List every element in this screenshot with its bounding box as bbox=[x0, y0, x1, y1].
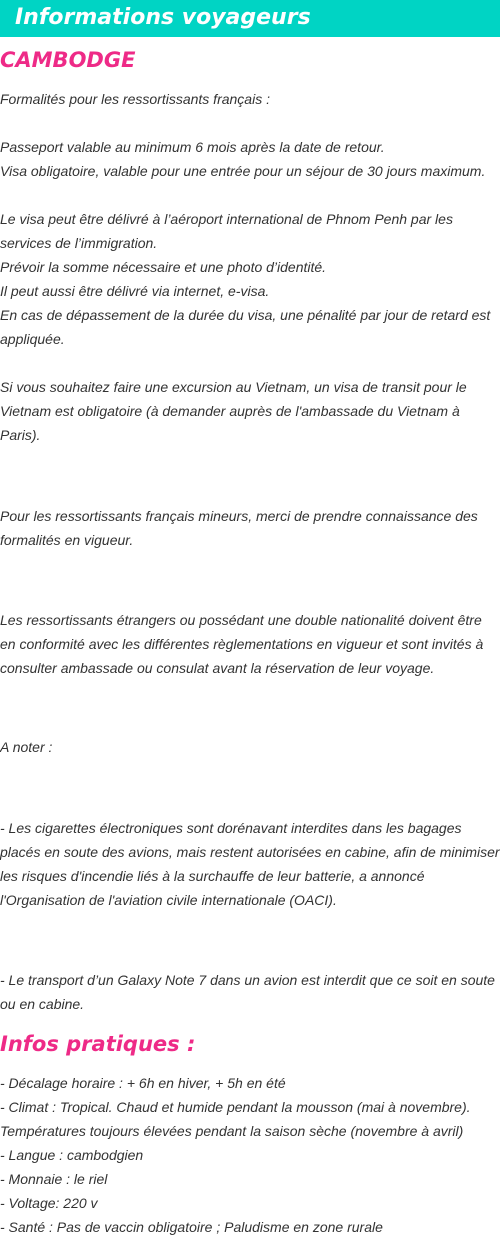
info-item-sante: - Santé : Pas de vaccin obligatoire ; Paludisme en zone rurale bbox=[0, 1219, 383, 1235]
info-item-monnaie: - Monnaie : le riel bbox=[0, 1171, 108, 1187]
visa-details-line: Prévoir la somme nécessaire et une photo d’identité. bbox=[0, 259, 327, 275]
minors-paragraph bbox=[0, 504, 500, 552]
visa-details-line: En cas de dépassement de la durée du visa, une pénalité par jour de retard est bbox=[0, 307, 491, 323]
galaxy-paragraph bbox=[0, 968, 500, 1016]
vietnam-line: Vietnam est obligatoire (à demander auprès de l'ambassade du Vietnam à bbox=[0, 403, 460, 419]
page-title: Informations voyageurs bbox=[15, 5, 311, 30]
visa-details-line: appliquée. bbox=[0, 331, 65, 347]
minors-line: Pour les ressortissants français mineurs, merci de prendre connaissance des bbox=[0, 508, 478, 524]
visa-details-paragraph bbox=[0, 207, 500, 351]
info-item-decalage: - Décalage horaire : + 6h en hiver, + 5h en été bbox=[0, 1075, 286, 1091]
foreigners-line: en conformité avec les différentes règlementations en vigueur et sont invités à bbox=[0, 636, 484, 652]
formalites-intro bbox=[0, 87, 500, 111]
visa-details-line: Le visa peut être délivré à l’aéroport international de Phnom Penh par les bbox=[0, 211, 453, 227]
minors-line: formalités en vigueur. bbox=[0, 532, 134, 548]
infos-pratiques-list bbox=[0, 1071, 500, 1239]
cigarettes-paragraph bbox=[0, 816, 500, 912]
header-bar bbox=[0, 0, 500, 37]
vietnam-paragraph bbox=[0, 375, 500, 447]
infos-pratiques-heading: Infos pratiques : bbox=[0, 1032, 196, 1056]
cigarettes-line: les risques d'incendie liés à la surchauffe de leur batterie, a annoncé bbox=[0, 868, 425, 884]
note-label-text: A noter : bbox=[0, 739, 53, 755]
info-item-climat: - Climat : Tropical. Chaud et humide pendant la mousson (mai à novembre). bbox=[0, 1099, 471, 1115]
galaxy-line: ou en cabine. bbox=[0, 996, 85, 1012]
foreigners-line: Les ressortissants étrangers ou possédant une double nationalité doivent être bbox=[0, 612, 482, 628]
passport-line: Passeport valable au minimum 6 mois après la date de retour. bbox=[0, 139, 385, 155]
visa-line: Visa obligatoire, valable pour une entrée pour un séjour de 30 jours maximum. bbox=[0, 163, 486, 179]
vietnam-line: Paris). bbox=[0, 427, 41, 443]
cigarettes-line: l'Organisation de l'aviation civile internationale (OACI). bbox=[0, 892, 337, 908]
visa-details-line: services de l’immigration. bbox=[0, 235, 158, 251]
visa-details-line: Il peut aussi être délivré via internet, e-visa. bbox=[0, 283, 270, 299]
cigarettes-line: placés en soute des avions, mais restent autorisées en cabine, afin de minimiser bbox=[0, 844, 500, 860]
info-item-temperatures: Températures toujours élevées pendant la saison sèche (novembre à avril) bbox=[0, 1123, 464, 1139]
vietnam-line: Si vous souhaitez faire une excursion au Vietnam, un visa de transit pour le bbox=[0, 379, 467, 395]
foreigners-line: consulter ambassade ou consulat avant la réservation de leur voyage. bbox=[0, 660, 435, 676]
country-heading: CAMBODGE bbox=[0, 48, 136, 72]
foreigners-paragraph bbox=[0, 608, 500, 680]
passport-paragraph bbox=[0, 135, 500, 183]
info-item-voltage: - Voltage: 220 v bbox=[0, 1195, 98, 1211]
note-label bbox=[0, 735, 500, 759]
galaxy-line: - Le transport d’un Galaxy Note 7 dans un avion est interdit que ce soit en soute bbox=[0, 972, 495, 988]
cigarettes-line: - Les cigarettes électroniques sont dorénavant interdites dans les bagages bbox=[0, 820, 462, 836]
info-item-langue: - Langue : cambodgien bbox=[0, 1147, 144, 1163]
formalites-intro-text: Formalités pour les ressortissants français : bbox=[0, 91, 270, 107]
